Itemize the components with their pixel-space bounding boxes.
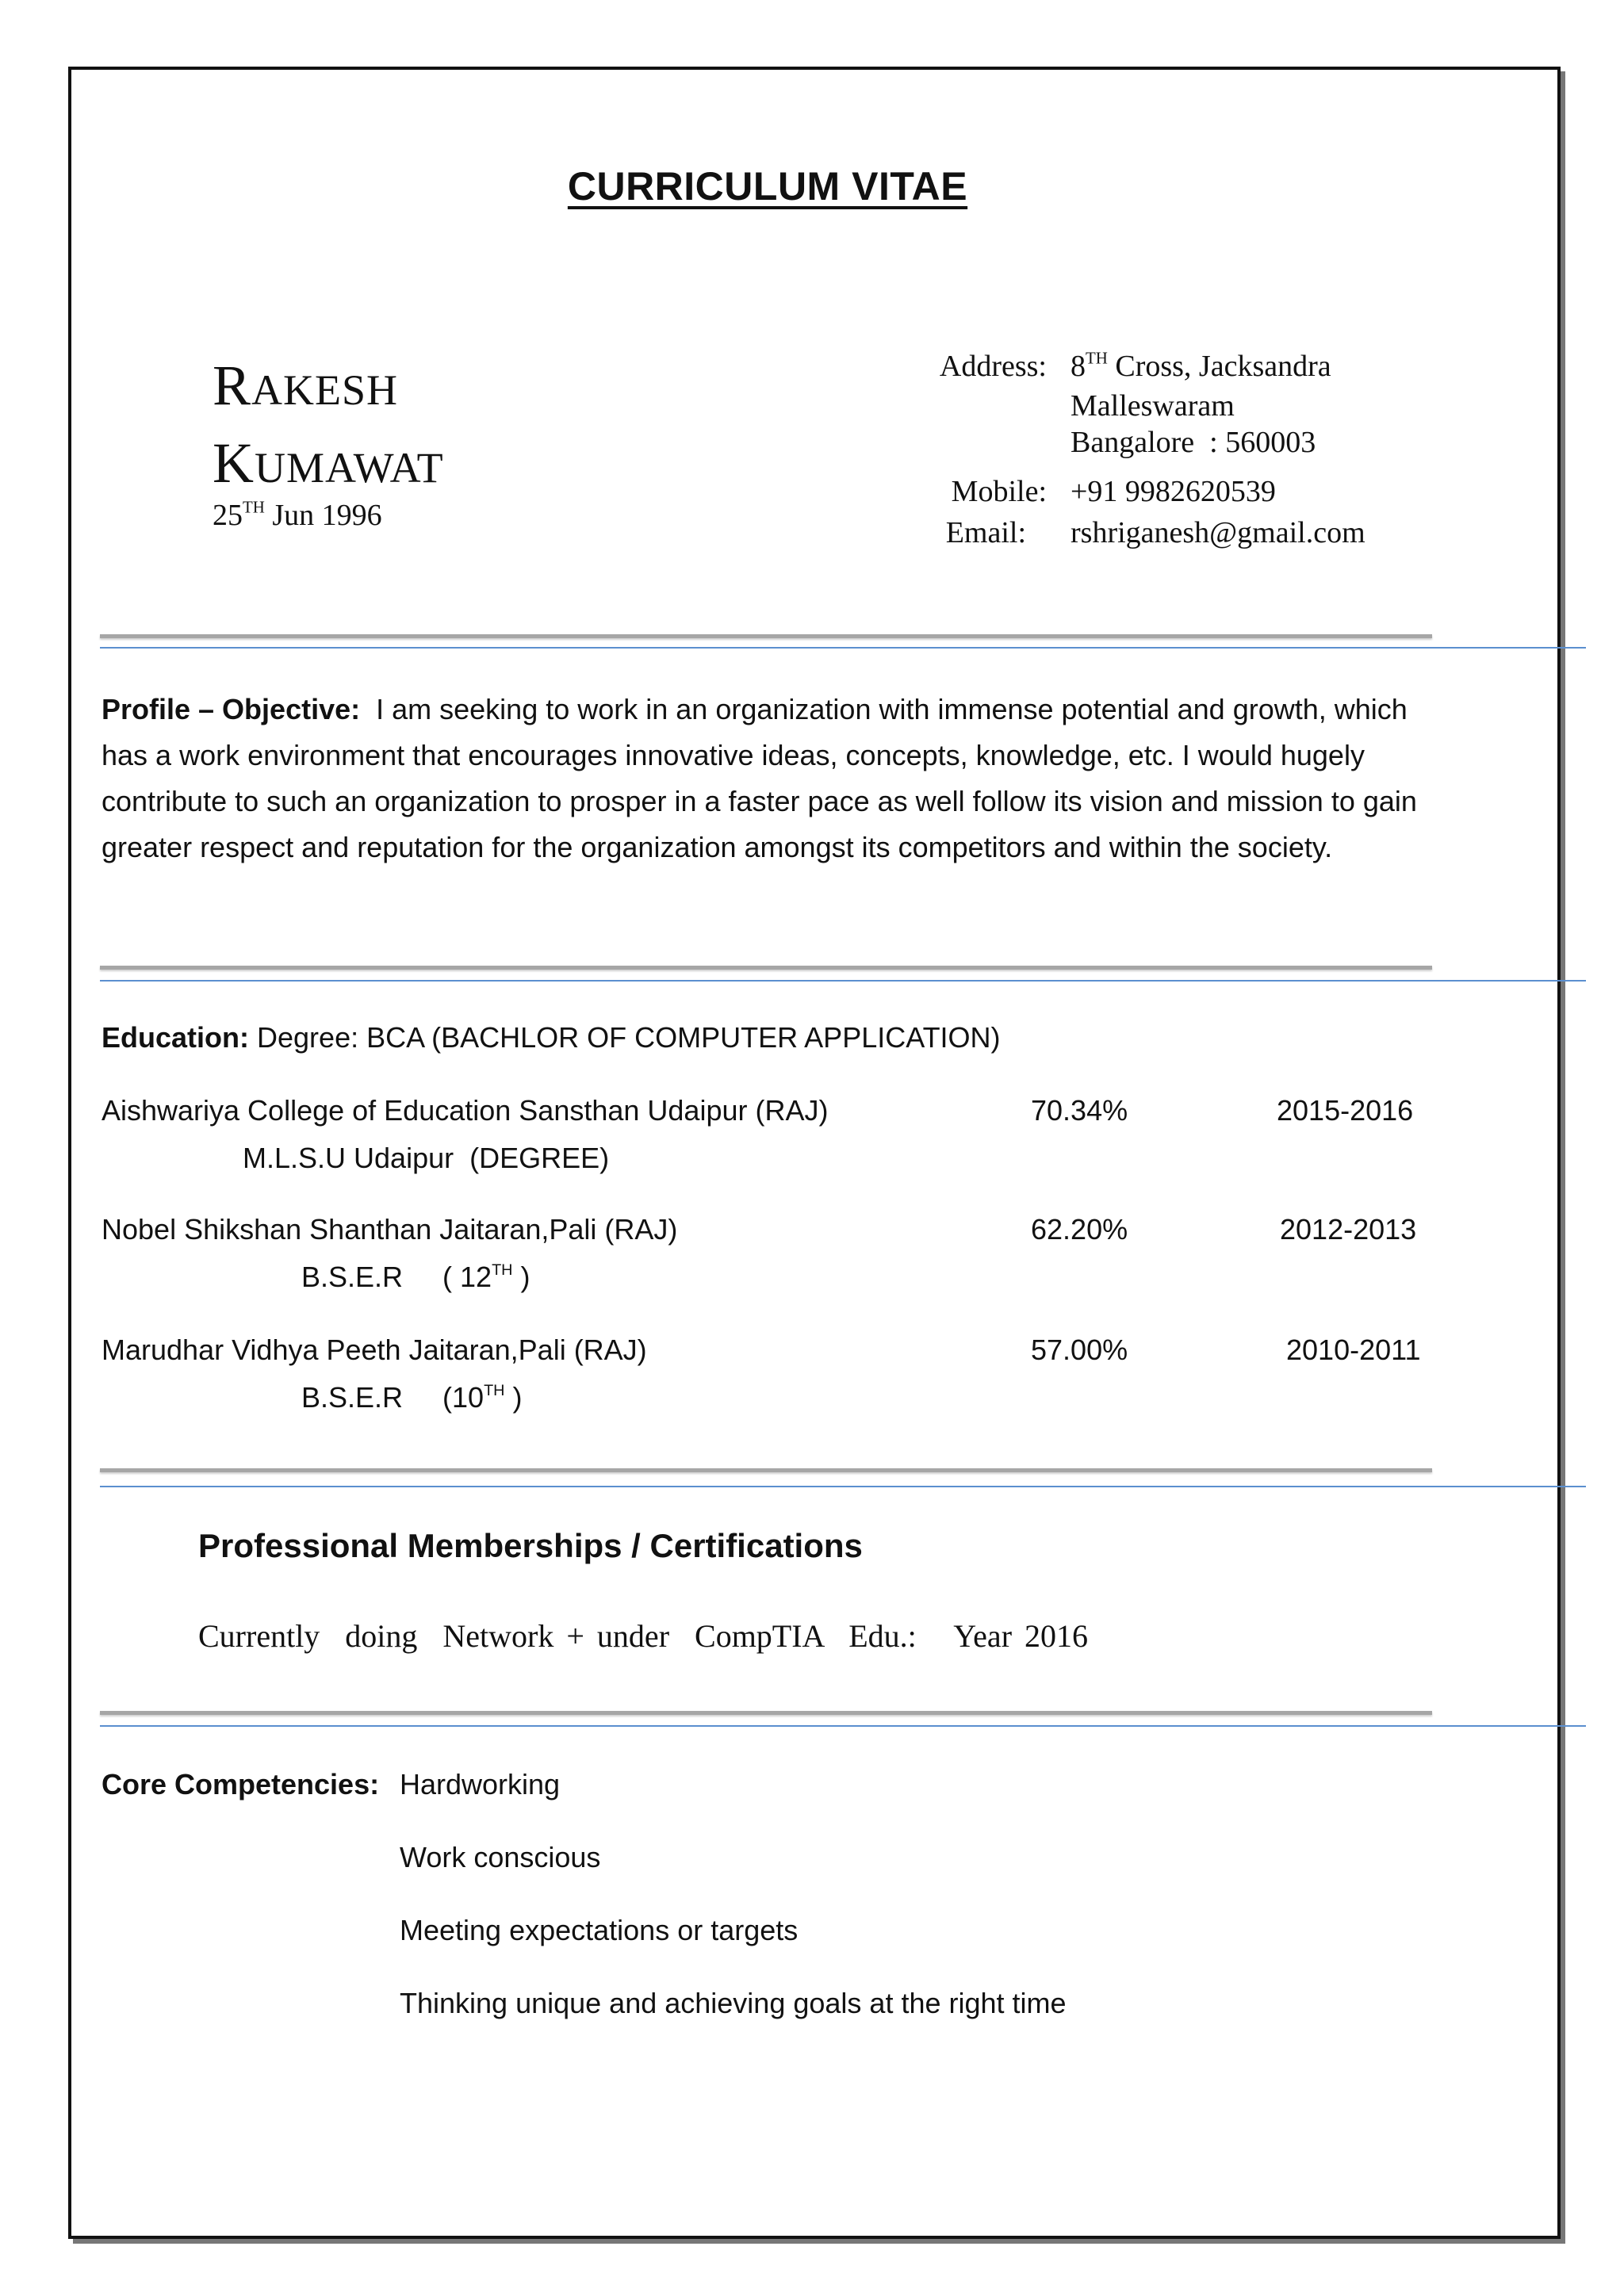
education-board: B.S.E.R (10TH ) (301, 1381, 523, 1414)
education-score: 70.34% (1031, 1094, 1128, 1127)
education-institution: Marudhar Vidhya Peeth Jaitaran,Pali (RAJ) (102, 1334, 647, 1366)
section-divider-blue (100, 1725, 1586, 1727)
competency-item: Meeting expectations or targets (400, 1914, 799, 1946)
education-years: 2015-2016 (1277, 1094, 1414, 1127)
date-of-birth: 25TH Jun 1996 (213, 497, 382, 532)
section-divider (100, 634, 1432, 638)
document-title: CURRICULUM VITAE (567, 164, 968, 209)
address-line-1: 8TH Cross, Jacksandra (1071, 348, 1331, 383)
competencies-label: Core Competencies: (102, 1768, 380, 1800)
certifications-text: Currently doing Network + under CompTIA Edu.: Year 2016 (198, 1618, 1089, 1654)
section-divider (100, 1711, 1432, 1715)
mobile-number: +91 9982620539 (1071, 475, 1276, 508)
education-heading: Education: Degree: BCA (BACHLOR OF COMPUTER APPLICATION) (102, 1021, 1001, 1054)
email-address: rshriganesh@gmail.com (1071, 516, 1365, 549)
section-divider (100, 966, 1432, 970)
education-board: M.L.S.U Udaipur (DEGREE) (243, 1142, 610, 1174)
education-board: B.S.E.R ( 12TH ) (301, 1261, 530, 1293)
mobile-label: Mobile: (951, 475, 1047, 508)
education-years: 2010-2011 (1286, 1334, 1421, 1366)
address-line-2: Malleswaram (1071, 389, 1235, 423)
section-divider-blue (100, 980, 1586, 982)
address-label: Address: (939, 350, 1047, 383)
profile-objective (102, 687, 1434, 871)
education-institution: Nobel Shikshan Shanthan Jaitaran,Pali (RAJ) (102, 1213, 678, 1246)
certifications-heading: Professional Memberships / Certifications (198, 1527, 863, 1564)
address-line-3: Bangalore : 560003 (1071, 426, 1316, 459)
profile-label: Profile – Objective: (102, 693, 361, 725)
email-label: Email: (945, 516, 1026, 549)
education-score: 62.20% (1031, 1213, 1128, 1246)
first-name: RAKESH (213, 354, 399, 417)
last-name: KUMAWAT (213, 431, 444, 495)
education-score: 57.00% (1031, 1334, 1128, 1366)
section-divider-blue (100, 647, 1586, 649)
competency-item: Hardworking (400, 1768, 561, 1800)
profile-text: I am seeking to work in an organization with immense potential and growth, which has a work environment that encourages innovative ideas, concepts, knowledge, etc. I would hugely contribute to such an organization to prosper in a faster pace as well follow its vision and mission to gain greater respect and reputation for the organization amongst its competitors and within the society. (102, 693, 1417, 863)
section-divider-blue (100, 1486, 1586, 1487)
education-institution: Aishwariya College of Education Sansthan Udaipur (RAJ) (102, 1094, 829, 1127)
competency-item: Work conscious (400, 1841, 601, 1873)
education-years: 2012-2013 (1280, 1213, 1417, 1246)
section-divider (100, 1468, 1432, 1472)
competency-item: Thinking unique and achieving goals at the right time (400, 1987, 1067, 2019)
